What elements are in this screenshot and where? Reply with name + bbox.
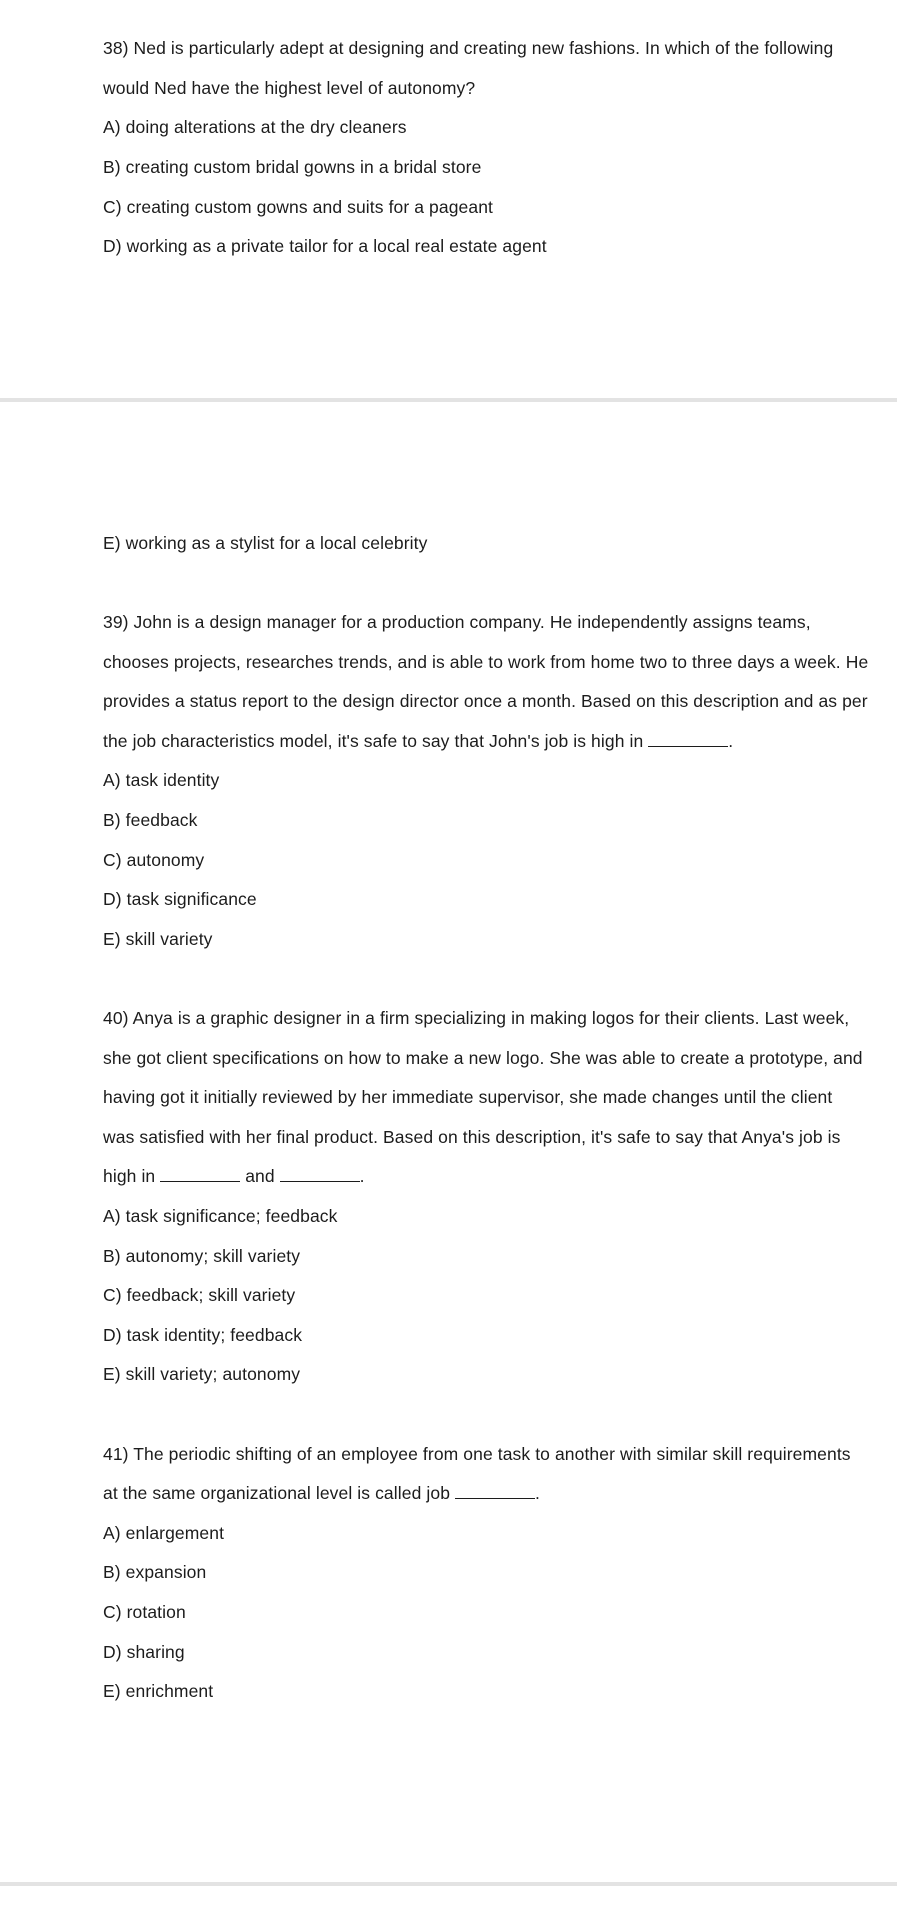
q40-option-b: B) autonomy; skill variety [103,1246,301,1266]
q38-option-c: C) creating custom gowns and suits for a pageant [103,197,494,217]
q41-option-a: A) enlargement [103,1523,225,1543]
q39-option-c: C) autonomy [103,850,205,870]
q41-option-d: D) sharing [103,1642,185,1662]
q41-option-b: B) expansion [103,1562,207,1582]
q39-stem-line-1: 39) John is a design manager for a production company. He independently assigns teams, [103,612,811,632]
q39-option-a: A) task identity [103,770,220,790]
q38-stem-line-1: 38) Ned is particularly adept at designing and creating new fashions. In which of the following [103,38,834,58]
q41-stem-period: . [534,1483,540,1503]
q38-option-e: E) working as a stylist for a local celebrity [103,533,428,553]
q40-stem-line-2: she got client specifications on how to make a new logo. She was able to create a prototype, and [103,1048,863,1068]
page-break-divider [0,1882,897,1886]
q39-stem-text: the job characteristics model, it's safe to say that John's job is high in [103,731,649,751]
answer-blank [455,1483,535,1499]
q40-stem-line-3: having got it initially reviewed by her immediate supervisor, she made changes until the client [103,1087,833,1107]
q41-stem-text: at the same organizational level is called job [103,1483,455,1503]
q39-stem-line-3: provides a status report to the design director once a month. Based on this description and as per [103,691,868,711]
q40-stem-period: . [359,1166,365,1186]
q38-option-a: A) doing alterations at the dry cleaners [103,117,407,137]
answer-blank [160,1166,240,1182]
q38-stem-line-2: would Ned have the highest level of autonomy? [103,78,476,98]
q39-stem-period: . [728,731,734,751]
q39-option-e: E) skill variety [103,929,213,949]
q40-option-e: E) skill variety; autonomy [103,1364,301,1384]
q40-option-c: C) feedback; skill variety [103,1285,296,1305]
q39-option-d: D) task significance [103,889,257,909]
q38-option-b: B) creating custom bridal gowns in a bridal store [103,157,482,177]
q40-stem-text-start: high in [103,1166,161,1186]
q40-stem-line-4: was satisfied with her final product. Based on this description, it's safe to say that Anya's job is [103,1127,841,1147]
answer-blank [648,731,728,747]
q40-stem-text-middle: and [240,1166,280,1186]
q39-stem-line-2: chooses projects, researches trends, and is able to work from home two to three days a week. He [103,652,869,672]
q40-option-d: D) task identity; feedback [103,1325,303,1345]
q40-stem-line-1: 40) Anya is a graphic designer in a firm specializing in making logos for their clients. Last week, [103,1008,850,1028]
q38-option-d: D) working as a private tailor for a local real estate agent [103,236,547,256]
q41-stem-line-2 [103,1482,540,1504]
q41-option-e: E) enrichment [103,1681,214,1701]
q41-option-c: C) rotation [103,1602,186,1622]
answer-blank [280,1166,360,1182]
q41-stem-line-1: 41) The periodic shifting of an employee from one task to another with similar skill requirements [103,1444,851,1464]
q39-option-b: B) feedback [103,810,198,830]
q40-stem-line-5 [103,1165,365,1187]
q39-stem-line-4 [103,730,733,752]
q40-option-a: A) task significance; feedback [103,1206,338,1226]
